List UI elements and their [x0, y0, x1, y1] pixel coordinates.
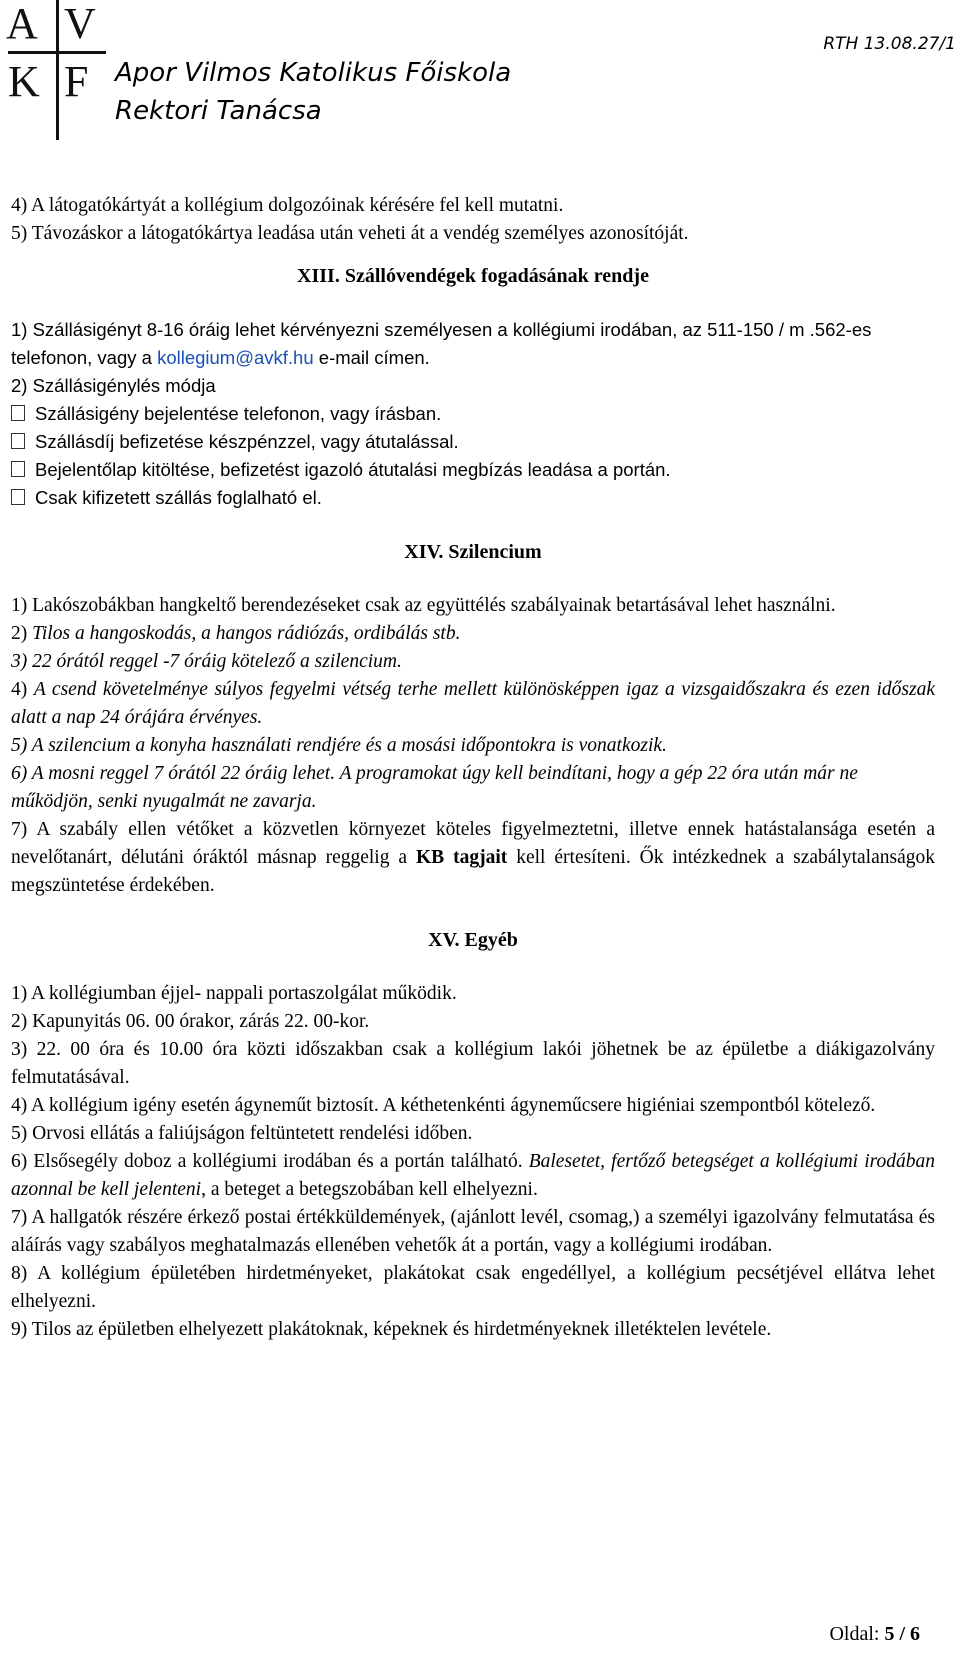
- paragraph: 3) 22. 00 óra és 10.00 óra közti időszakban csak a kollégium lakói jöhetnek be az épületbe a diákigazolvány felmutatásával.: [11, 1039, 935, 1088]
- list-item-text: Bejelentőlap kitöltése, befizetést igazoló átutalási megbízás leadása a portán.: [35, 459, 671, 480]
- bullet-box-icon: [11, 461, 25, 477]
- list-item-text: Csak kifizetett szállás foglalható el.: [35, 487, 322, 508]
- paragraph: 5) A szilencium a konyha használati rendjére és a mosási időpontokra is vonatkozik.: [11, 735, 667, 756]
- page-number-value: 5 / 6: [884, 1623, 920, 1645]
- paragraph: 5) Orvosi ellátás a faliújságon feltüntetett rendelési időben.: [11, 1123, 473, 1144]
- paragraph-text: , a beteget a betegszobában kell elhelyezni.: [201, 1179, 538, 1200]
- document-body: [11, 192, 935, 1344]
- paragraph-number: 4): [11, 679, 34, 700]
- paragraph: 3) 22 órától reggel -7 óráig kötelező a szilencium.: [11, 651, 402, 672]
- paragraph: 4) A kollégium igény esetén ágyneműt biztosít. A kéthetenkénti ágyneműcsere higiéniai szempontból kötelező.: [11, 1095, 876, 1116]
- paragraph-text: A csend követelménye súlyos fegyelmi vétség terhe mellett különösképpen igaz a vizsgaidőszakra és ezen időszak alatt a nap 24 órájára érvényes.: [11, 679, 936, 728]
- bold-text: KB tagjait: [416, 847, 508, 868]
- list-item-text: Szállásdíj befizetése készpénzzel, vagy átutalással.: [35, 431, 459, 452]
- page-number: [829, 1623, 920, 1646]
- paragraph-text: 6) Elsősegély doboz a kollégiumi irodában és a portán található.: [11, 1151, 529, 1172]
- list-item: [11, 428, 935, 456]
- paragraph: 4) A látogatókártyát a kollégium dolgozóinak kérésére fel kell mutatni.: [11, 195, 564, 216]
- paragraph-text: 1) Szállásigényt 8-16 óráig lehet kérvényezni személyesen a kollégiumi irodában, az 511-150 / m .562-es telefonon, vagy a: [11, 319, 872, 368]
- paragraph-text: kell értesíteni. Ők intézkednek a szabálytalanságok megszüntetése érdekében.: [11, 847, 935, 896]
- section-heading: XIV. Szilencium: [404, 541, 542, 563]
- paragraph: 1) Lakószobákban hangkeltő berendezéseket csak az együttélés szabályainak betartásával lehet használni.: [11, 595, 836, 616]
- section-heading: XIII. Szállóvendégek fogadásának rendje: [297, 265, 649, 287]
- email-link[interactable]: kollegium@avkf.hu: [157, 347, 314, 368]
- logo-letter-k: K: [8, 57, 40, 106]
- paragraph-text: Tilos a hangoskodás, a hangos rádiózás, ordibálás stb.: [32, 623, 461, 644]
- paragraph: [11, 816, 935, 900]
- bullet-box-icon: [11, 433, 25, 449]
- paragraph: [11, 316, 935, 372]
- italic-text: Balesetet, fertőző betegséget a kollégiumi irodában azonnal be kell jelenteni: [11, 1151, 935, 1200]
- page-number-label: Oldal:: [829, 1623, 885, 1645]
- logo-letter-v: V: [64, 0, 96, 48]
- paragraph: 9) Tilos az épületben elhelyezett plakátoknak, képeknek és hirdetményeknek illetéktelen levétele.: [11, 1319, 772, 1340]
- institution-council: Rektori Tanácsa: [115, 96, 322, 126]
- paragraph: 7) A hallgatók részére érkező postai értékküldemények, (ajánlott levél, csomag,) a személyi igazolvány felmutatása és aláírás vagy szabályos meghatalmazás ellenében vehetők át a portán, vagy a kollégiumi irodában.: [11, 1207, 935, 1256]
- bullet-box-icon: [11, 405, 25, 421]
- paragraph-text: 7) A szabály ellen vétőket a közvetlen környezet köteles figyelmeztetni, illetve ennek hatástalansága esetén a nevelőtanárt, délutáni óráktól másnap reggelig a: [11, 819, 935, 868]
- logo-cross-horizontal: [8, 51, 106, 54]
- logo-letter-a: A: [6, 0, 38, 48]
- paragraph: 8) A kollégium épületében hirdetményeket, plakátokat csak engedéllyel, a kollégium pecsétjével ellátva lehet elhelyezni.: [11, 1263, 935, 1312]
- paragraph: [11, 620, 935, 648]
- bullet-box-icon: [11, 489, 25, 505]
- paragraph: [11, 1148, 935, 1204]
- paragraph: 1) A kollégiumban éjjel- nappali portaszolgálat működik.: [11, 983, 457, 1004]
- institution-name: Apor Vilmos Katolikus Főiskola: [115, 58, 512, 88]
- list-item: [11, 484, 935, 512]
- paragraph: 2) Szállásigénylés módja: [11, 375, 216, 396]
- paragraph: 6) A mosni reggel 7 órától 22 óráig lehet. A programokat úgy kell beindítani, hogy a gép 22 óra után már ne működjön, senki nyugalmát ne zavarja.: [11, 763, 858, 812]
- document-reference: RTH 13.08.27/1: [823, 34, 956, 54]
- paragraph: [11, 676, 935, 732]
- paragraph: 5) Távozáskor a látogatókártya leadása után veheti át a vendég személyes azonosítóját.: [11, 223, 689, 244]
- section-heading: XV. Egyéb: [428, 929, 518, 951]
- list-item: [11, 456, 935, 484]
- list-item: [11, 400, 935, 428]
- paragraph-number: 2): [11, 623, 33, 644]
- paragraph-text: e-mail címen.: [313, 347, 430, 368]
- logo-cross-vertical: [56, 0, 59, 140]
- logo-letter-f: F: [64, 57, 89, 106]
- list-item-text: Szállásigény bejelentése telefonon, vagy írásban.: [35, 403, 442, 424]
- institution-logo: [0, 0, 110, 140]
- paragraph: 2) Kapunyitás 06. 00 órakor, zárás 22. 00-kor.: [11, 1011, 370, 1032]
- page-header: [0, 0, 960, 150]
